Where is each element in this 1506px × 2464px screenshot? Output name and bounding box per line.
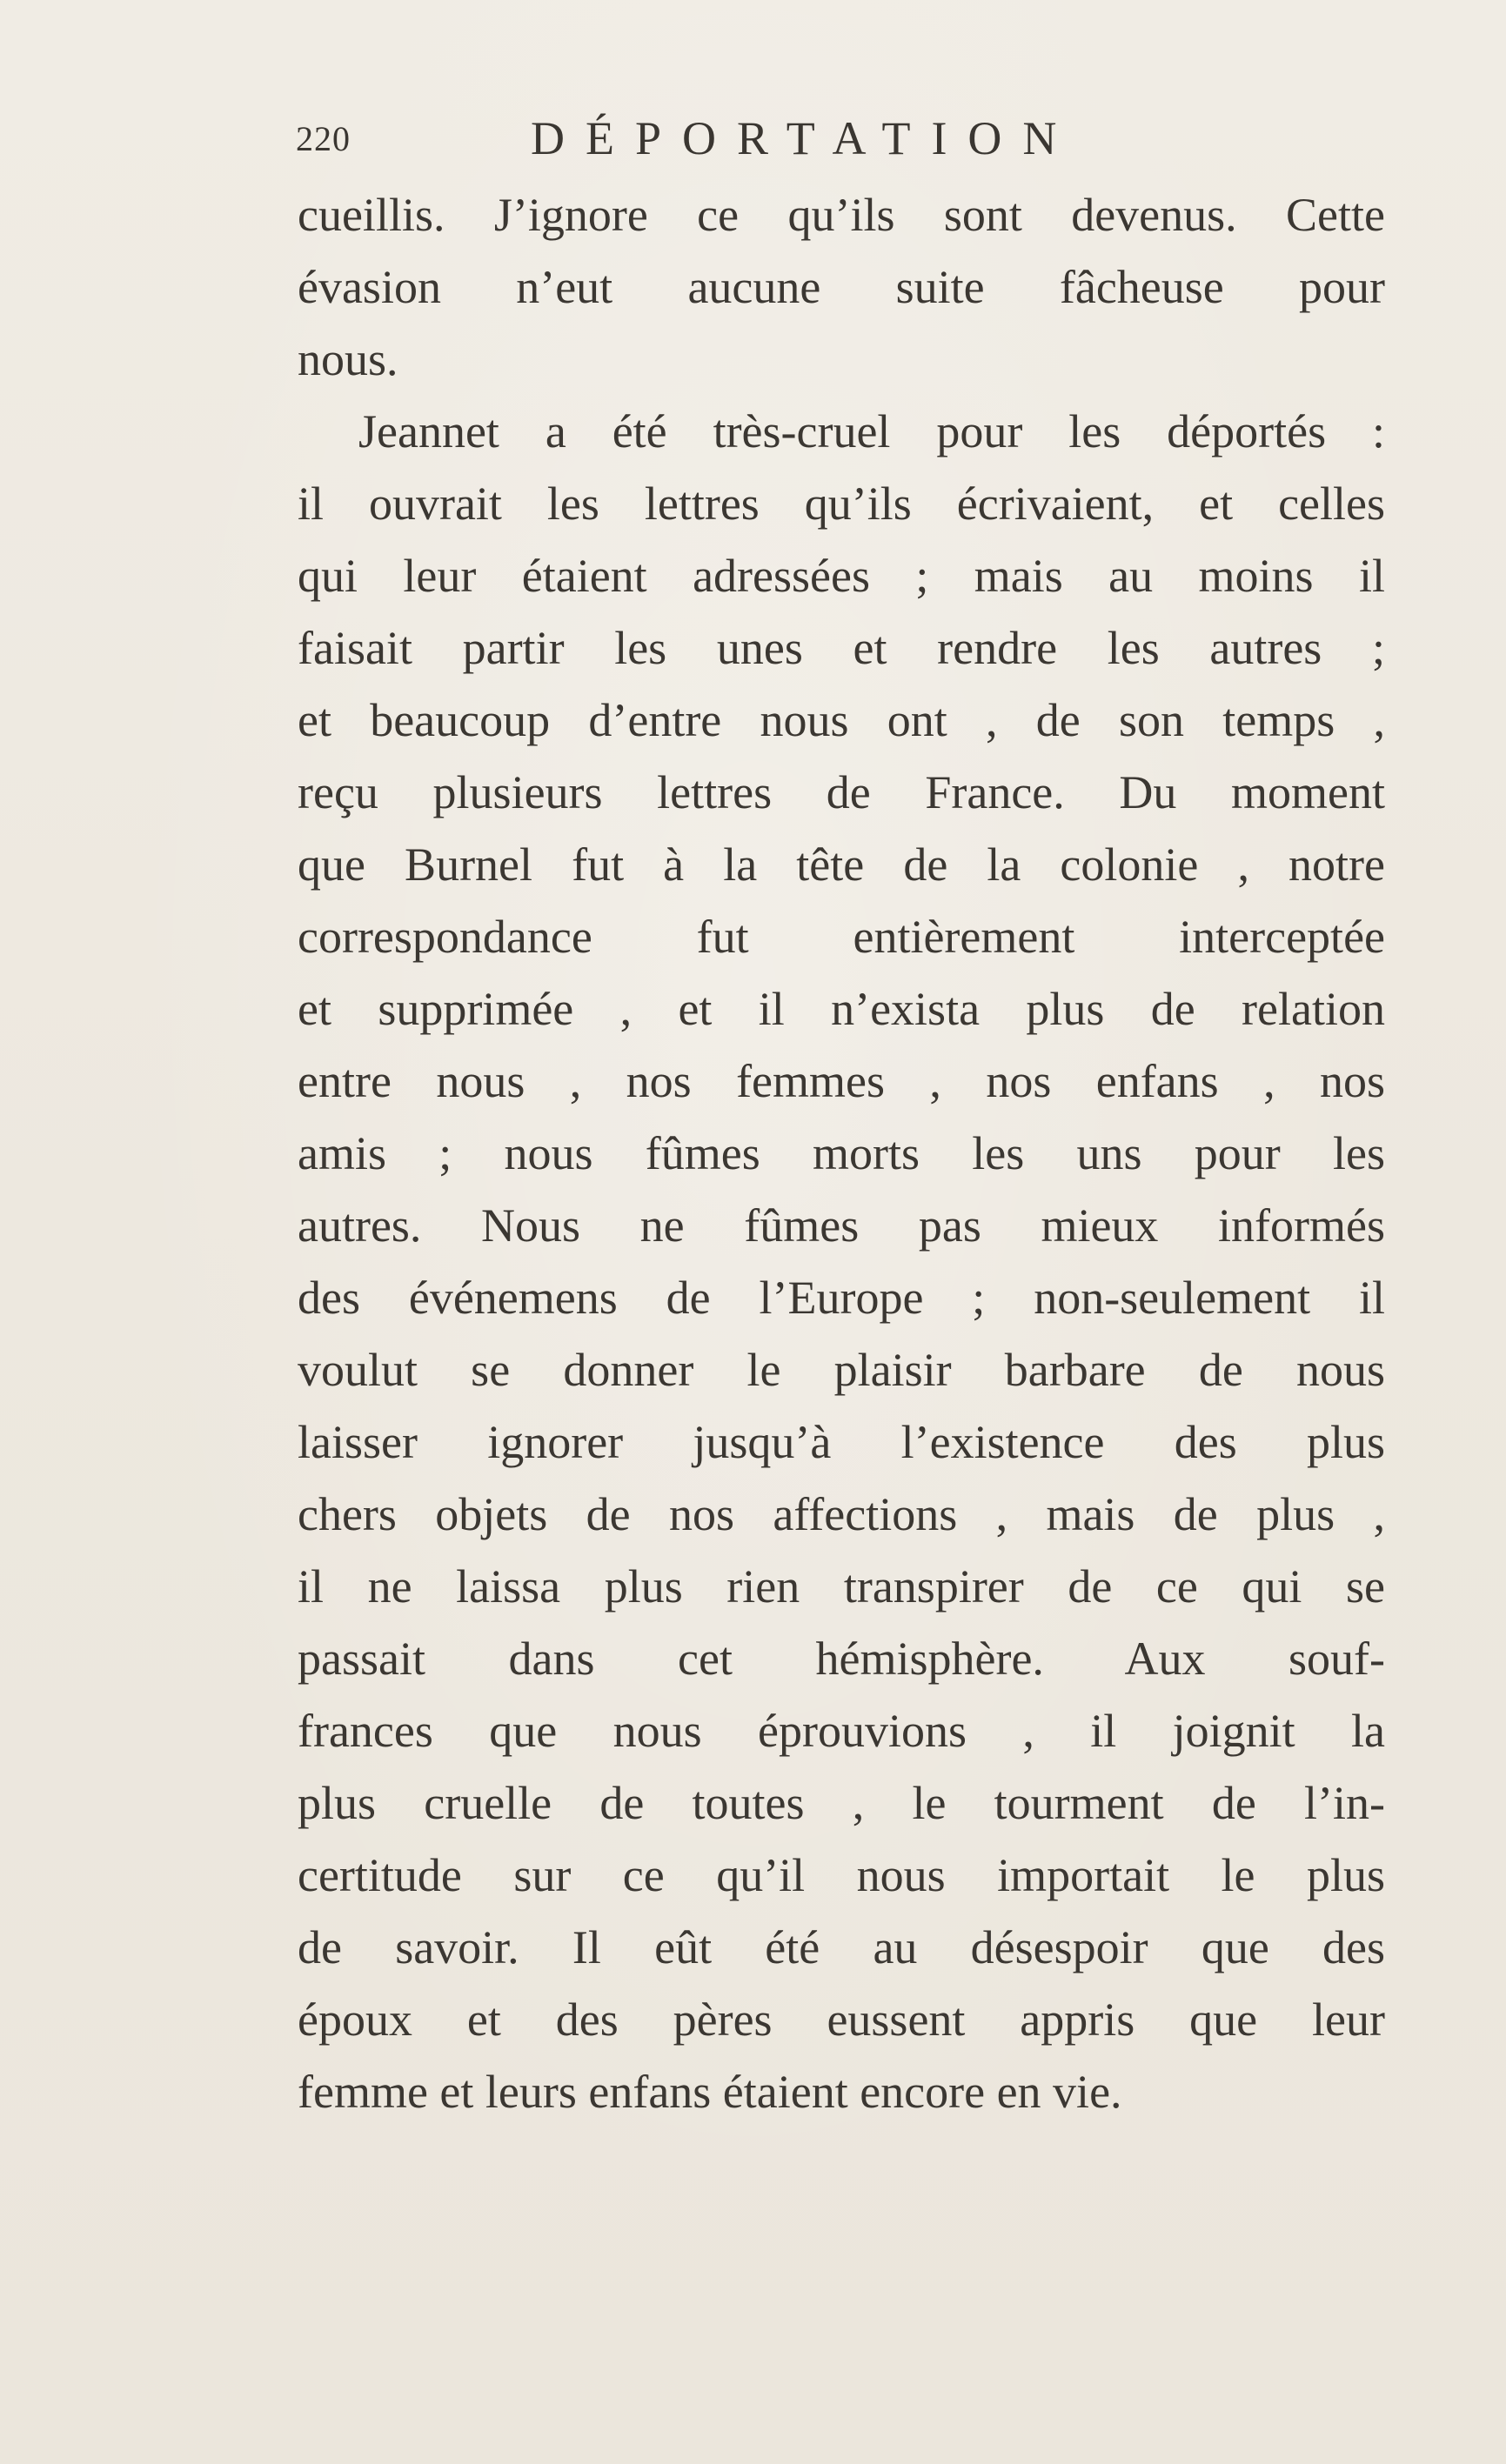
text-line: chers objets de nos affections , mais de plus , xyxy=(298,1488,1385,1540)
text-line: évasion n’eut aucune suite fâcheuse pour xyxy=(298,261,1385,313)
running-head: DÉPORTATION xyxy=(531,112,1078,164)
text-line: et beaucoup d’entre nous ont , de son temps , xyxy=(298,694,1385,746)
page-number: 220 xyxy=(296,119,351,158)
text-line: de savoir. Il eût été au désespoir que des xyxy=(298,1921,1385,1973)
page-header xyxy=(296,111,1383,172)
text-line: passait dans cet hémisphère. Aux souf- xyxy=(298,1633,1385,1685)
text-line: voulut se donner le plaisir barbare de nous xyxy=(298,1344,1385,1396)
text-line: faisait partir les unes et rendre les autres ; xyxy=(298,622,1385,674)
text-line: certitude sur ce qu’il nous importait le plus xyxy=(298,1849,1385,1901)
text-line: époux et des pères eussent appris que leur xyxy=(298,1993,1385,2046)
text-line: nous. xyxy=(298,333,398,385)
text-line: correspondance fut entièrement interceptée xyxy=(298,911,1385,963)
text-line: frances que nous éprouvions , il joignit la xyxy=(298,1705,1385,1757)
text-line: des événemens de l’Europe ; non-seulement il xyxy=(298,1272,1385,1324)
text-line: il ne laissa plus rien transpirer de ce qui se xyxy=(298,1560,1385,1613)
text-line: reçu plusieurs lettres de France. Du moment xyxy=(298,766,1385,818)
text-line: qui leur étaient adressées ; mais au moins il xyxy=(298,550,1385,602)
text-line: laisser ignorer jusqu’à l’existence des plus xyxy=(298,1416,1385,1468)
text-line: entre nous , nos femmes , nos enfans , nos xyxy=(298,1055,1385,1107)
body-text xyxy=(298,179,1385,2128)
text-line: que Burnel fut à la tête de la colonie , notre xyxy=(298,838,1385,891)
text-line: et supprimée , et il n’exista plus de relation xyxy=(298,983,1385,1035)
text-line: cueillis. J’ignore ce qu’ils sont devenus. Cette xyxy=(298,189,1385,241)
text-line: il ouvrait les lettres qu’ils écrivaient, et celles xyxy=(298,477,1385,530)
text-line: autres. Nous ne fûmes pas mieux informés xyxy=(298,1199,1385,1252)
text-line: Jeannet a été très-cruel pour les déportés : xyxy=(358,405,1385,457)
text-line: amis ; nous fûmes morts les uns pour les xyxy=(298,1127,1385,1179)
text-line: plus cruelle de toutes , le tourment de l’in- xyxy=(298,1777,1385,1829)
text-line: femme et leurs enfans étaient encore en vie. xyxy=(298,2066,1122,2118)
